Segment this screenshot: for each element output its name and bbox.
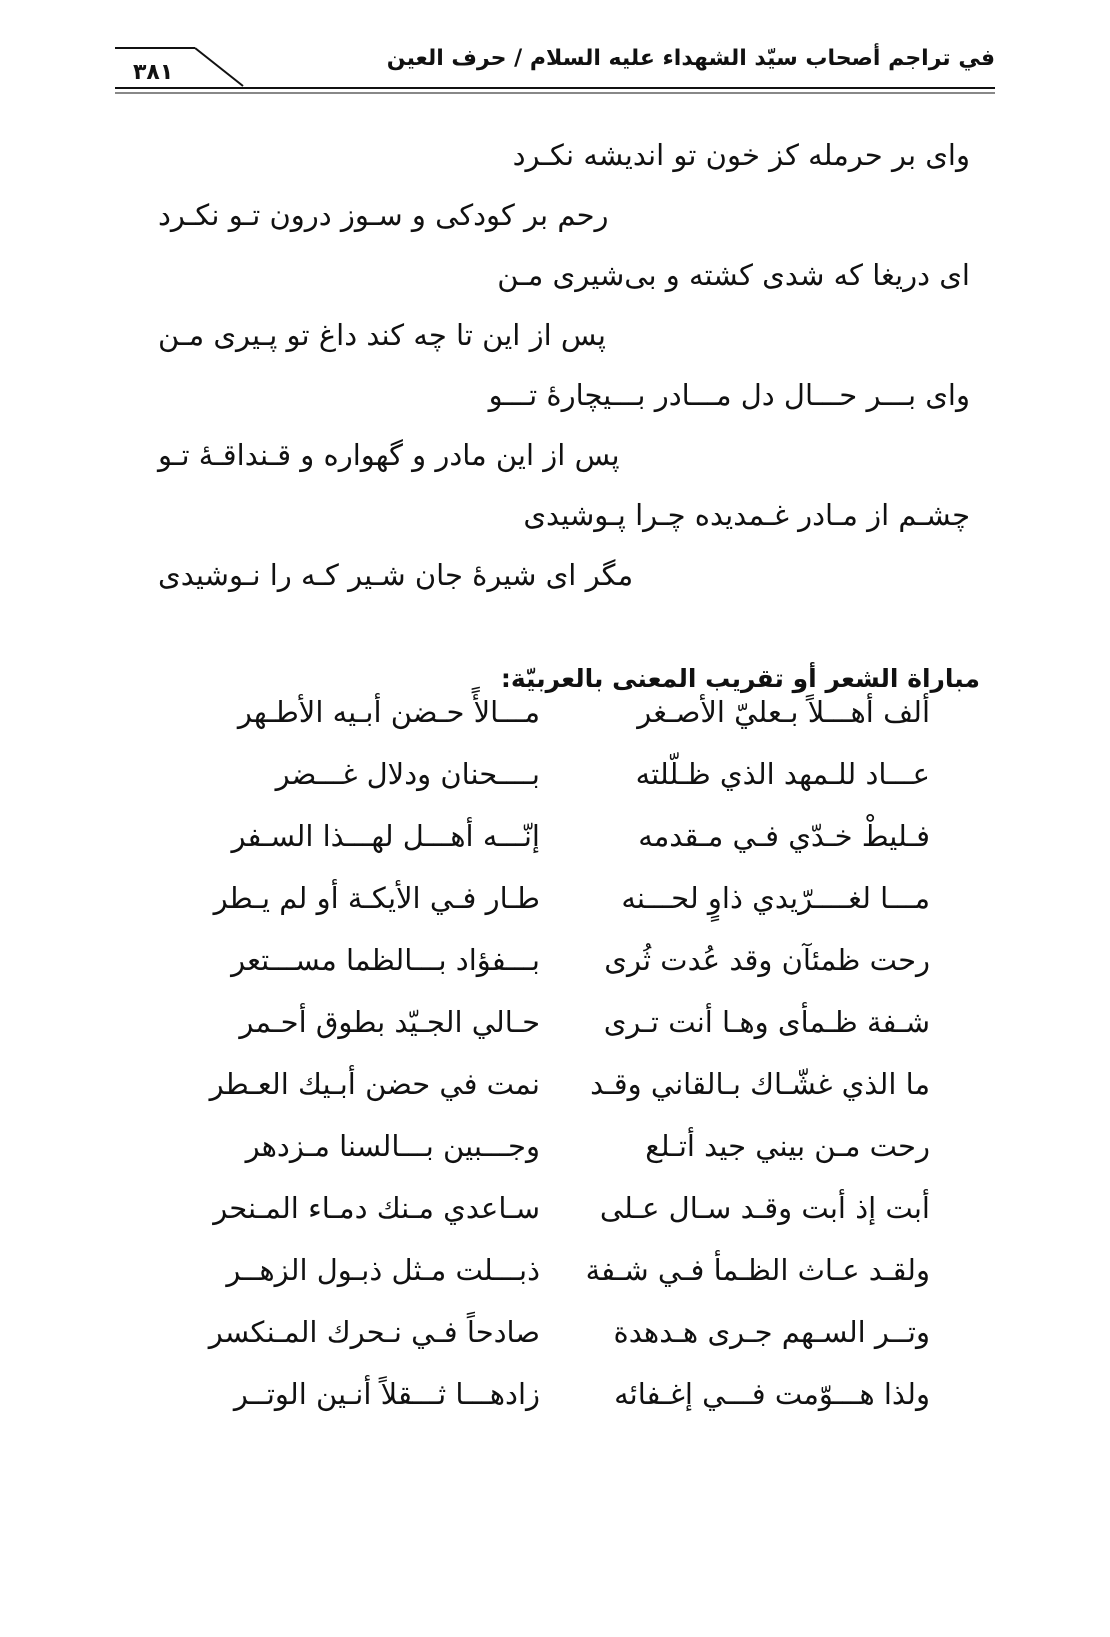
hemistich-first: شـفة ظـمأى وهـا أنت تـرى [603,1005,930,1039]
persian-verse-1: وای بر حرمله کز خون تو اندیشه نکـرد [512,138,970,172]
hemistich-second: طـار فـي الأيكـة أو لم يـطر [213,881,540,915]
hemistich-second: نمت في حضن أبـيك العـطر [209,1067,540,1101]
running-head-title: في تراجم أصحاب سيّد الشهداء عليه السلام / حرف العين [386,46,995,71]
hemistich-first: رحت مـن بيني جيد أتـلع [645,1129,930,1163]
hemistich-first: فـليطْ خـدّي فـي مـقدمه [638,819,930,853]
hemistich-second: بـــفؤاد بـــالظما مســـتعر [231,943,540,977]
hemistich-second: زادهـــا ثـــقلاً أنـين الوتــر [233,1377,540,1411]
persian-verse-2: رحم بر کودکی و سـوز درون تـو نکـرد [158,198,609,232]
hemistich-first: عـــاد للـمهد الذي ظـلّلته [635,757,930,791]
hemistich-second: بــــحنان ودلال غـــضر [275,757,540,791]
hemistich-second: ذبـــلت مـثل ذبـول الزهــر [226,1253,540,1287]
hemistich-second: صادحاً فـي نـحرك المـنكسر [208,1315,540,1349]
hemistich-second: سـاعدي مـنك دمـاء المـنحر [213,1191,540,1225]
section-heading: مباراة الشعر أو تقريب المعنى بالعربيّة: [500,664,980,693]
hemistich-first: رحت ظمئآن وقد عُدت ثُرى [604,943,930,977]
hemistich-first: وتــر السـهم جـرى هـدهدة [613,1315,930,1349]
persian-verse-6: پس از این مادر و گهواره و قـنداقـهٔ تـو [158,438,620,472]
hemistich-first: أبت إذ أبت وقـد سـال عـلى [599,1191,930,1225]
persian-verse-3: ای دریغا که شدی کشته و بی‌شیری مـن [497,258,970,292]
hemistich-first: ألف أهـــلاً بـعليّ الأصـغر [637,695,930,729]
hemistich-first: مـــا لغــــرّيدي ذاوٍ لحـــنه [621,881,930,915]
page-header [115,40,995,102]
persian-verse-8: مگر ای شیرهٔ جان شـیر کـه را نـوشیدی [158,558,634,592]
hemistich-second: حـالي الجـيّد بطوق أحـمر [239,1005,540,1039]
hemistich-first: ولقـد عـاث الظـمأ فـي شـفة [585,1253,930,1287]
persian-verse-4: پس از این تا چه کند داغ تو پـیری مـن [158,318,606,352]
persian-verse-7: چشـم از مـادر غـمدیده چـرا پـوشیدی [523,498,970,532]
persian-verse-5: وای بـــر حـــال دل مـــادر بـــیچارهٔ تـــو [488,378,970,412]
hemistich-second: وجـــبين بـــالسنا مـزدهر [245,1129,540,1163]
page-number: ٣٨١ [133,60,174,85]
hemistich-first: ما الذي غشّـاك بـالقاني وقـد [590,1067,930,1101]
hemistich-second: إنّـــه أهـــل لهـــذا السـفر [231,819,540,853]
hemistich-first: ولذا هـــوّمت فـــي إغـفائه [614,1377,930,1411]
hemistich-second: مـــالأً حـضن أبـيه الأطـهر [237,695,540,729]
